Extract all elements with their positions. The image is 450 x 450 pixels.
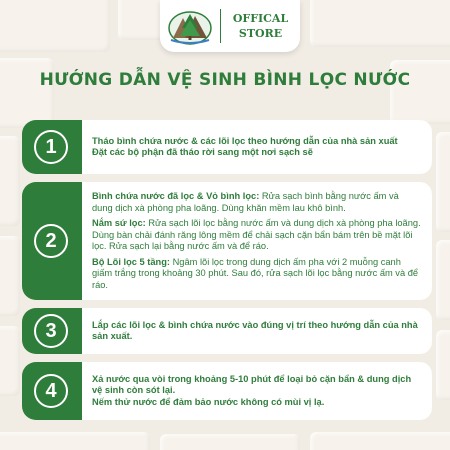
store-line-2: STORE [238,27,283,40]
mountain-tree-logo-icon [160,0,220,52]
step-text: Đặt các bộ phận đã tháo rời sang một nơi sạch sẽ [92,147,313,157]
step-number-badge: 3 [34,314,68,348]
step-subheading: Nắm sứ lọc: [92,218,146,228]
step-content [82,308,432,354]
step-subheading: Bộ Lõi lọc 5 tầng: [92,256,170,267]
step-text: Xả nước qua vòi trong khoảng 5-10 phút để loại bỏ cặn bẩn & dung dịch vệ sinh còn sót lại. [92,373,412,396]
step-card-2 [22,182,432,300]
step-number-badge: 4 [34,374,68,408]
step-text: Lắp các lõi lọc & bình chứa nước vào đúng vị trí theo hướng dẫn của nhà sản xuất. [92,319,418,341]
step-text: Ngâm lõi lọc trong dung dịch ấm pha với 2 muỗng canh giấm trắng trong khoảng 30 phút. Sau đó, rửa sạch lõi lọc bằng nước ấm và để ráo. [92,256,419,290]
step-subheading: Bình chứa nước đã lọc & Vỏ bình lọc: [92,191,260,201]
step-text: Rửa sạch lõi lọc bằng nước ấm và dung dịch xà phòng pha loãng. Dùng bàn chải đánh răng lông mềm để chải sạch cặn bẩn bám trên bề mặt lõi lọc. Rửa sạch lại bằng nước ấm và để ráo. [92,218,421,251]
step-content [82,362,432,420]
store-line-1: OFFICAL [232,12,289,25]
official-store-label [221,11,300,41]
step-card-4 [22,362,432,420]
step-paragraph [92,191,422,214]
step-card-1 [22,120,432,174]
step-number-badge: 1 [34,130,68,164]
step-content [82,182,432,300]
step-paragraph [92,257,422,292]
step-card-3 [22,308,432,354]
page-title: HƯỚNG DẪN VỆ SINH BÌNH LỌC NƯỚC [39,70,411,90]
store-badge [160,0,300,52]
step-number-badge: 2 [34,224,68,258]
step-text: Rửa sạch bình bằng nước ấm và dung dịch xà phòng pha loãng. Dùng khăn mềm lau khô bình. [92,191,399,213]
step-paragraph [92,218,422,253]
step-content [82,120,432,174]
step-text: Tháo bình chứa nước & các lõi lọc theo hướng dẫn của nhà sản xuất [92,135,398,146]
step-text: Nếm thử nước để đảm bảo nước không có mùi vị lạ. [92,396,325,407]
